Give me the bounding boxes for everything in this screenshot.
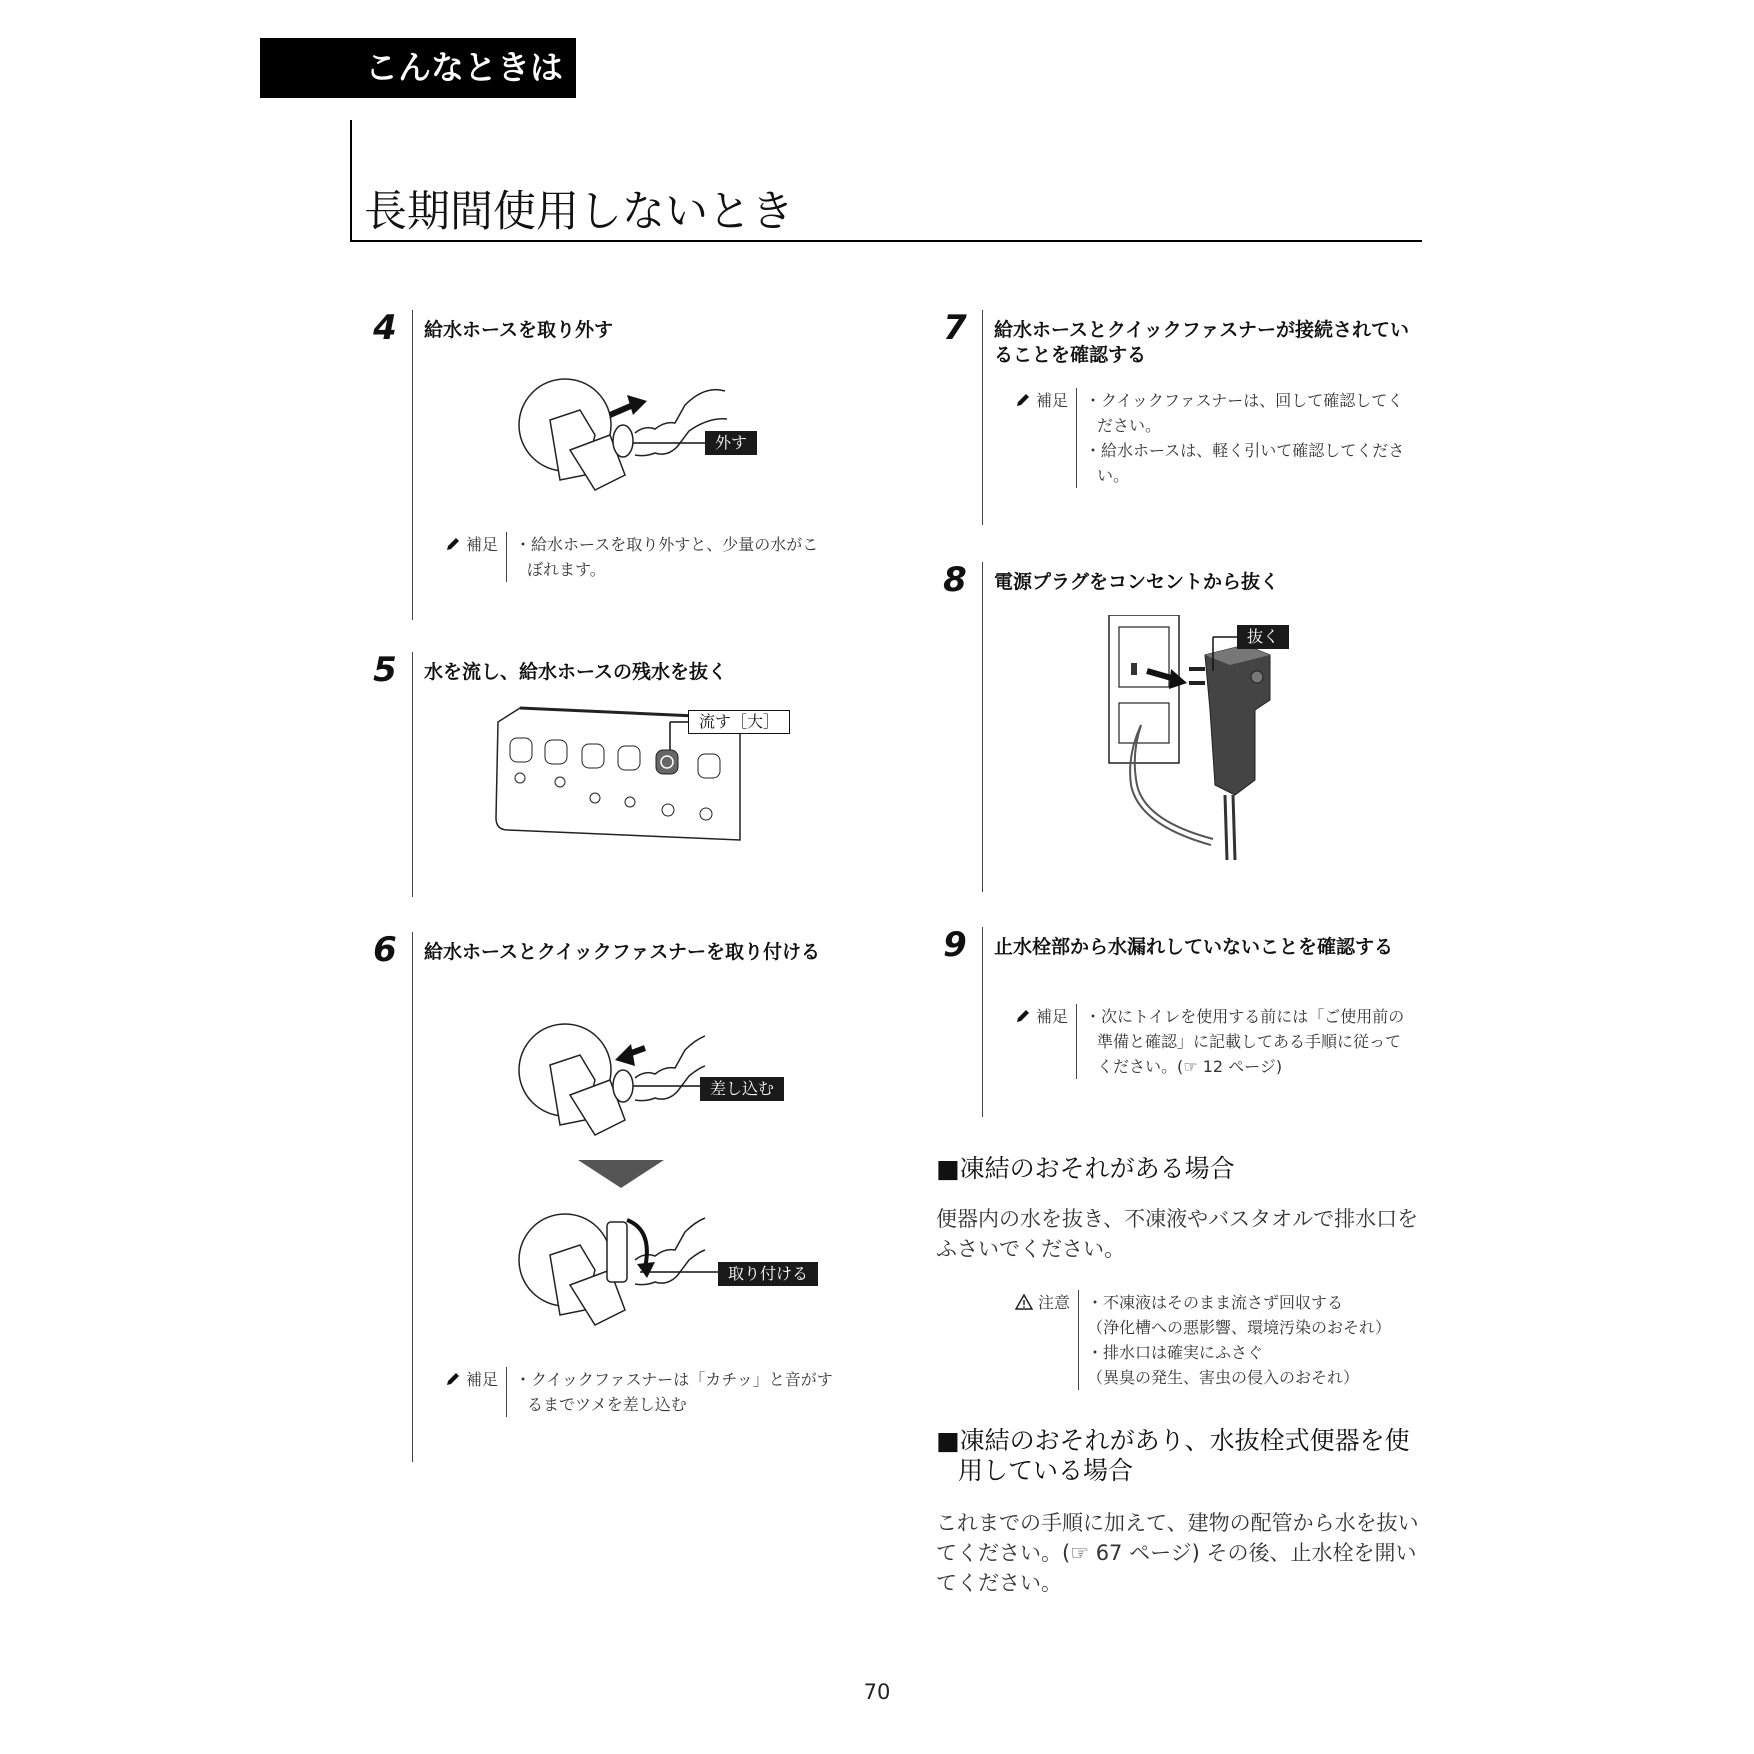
step-title: 水を流し、給水ホースの残水を抜く xyxy=(424,661,728,683)
step-rule xyxy=(982,562,983,892)
step-title: 電源プラグをコンセントから抜く xyxy=(994,571,1280,593)
warning-icon xyxy=(1015,1294,1033,1310)
callout-label: 取り付ける xyxy=(718,1262,818,1286)
step-rule xyxy=(412,932,413,1462)
step-number: 5 xyxy=(373,650,397,690)
step-number: 9 xyxy=(943,925,967,965)
supplement-note: 補足 ・給水ホースを取り外すと、少量の水がこぼれます。 xyxy=(445,532,825,582)
step-rule xyxy=(982,310,983,525)
step-number: 4 xyxy=(373,308,397,348)
hose-attach-illustration xyxy=(505,1210,725,1345)
step-title: 給水ホースとクイックファスナーを取り付ける xyxy=(424,941,820,963)
down-arrow-icon xyxy=(578,1160,664,1188)
supplement-note: 補足 ・クイックファスナーは「カチッ」と音がするまでツメを差し込む xyxy=(445,1367,840,1417)
hose-insert-illustration xyxy=(505,1020,705,1155)
step-title: 止水栓部から水漏れしていないことを確認する xyxy=(994,936,1394,958)
step-title: 給水ホースを取り外す xyxy=(424,319,614,341)
callout-label: 外す xyxy=(705,431,757,455)
pencil-icon xyxy=(1015,392,1031,408)
callout-label: 差し込む xyxy=(700,1077,784,1101)
step-number: 6 xyxy=(373,930,397,970)
freeze-heading: ■凍結のおそれがある場合 xyxy=(936,1154,1235,1183)
freeze-body: 便器内の水を抜き、不凍液やバスタオルで排水口をふさいでください。 xyxy=(936,1207,1419,1261)
page-title: 長期間使用しないとき xyxy=(364,187,794,237)
pencil-icon xyxy=(445,536,461,552)
supplement-note: 補足 ・次にトイレを使用する前には「ご使用前の準備と確認」に記載してある手順に従ってください。(☞ 12 ページ) xyxy=(1015,1004,1405,1079)
step-title: 給水ホースとクイックファスナーが接続されていることを確認する xyxy=(994,319,1409,366)
pencil-icon xyxy=(1015,1008,1031,1024)
step-rule xyxy=(982,927,983,1117)
supplement-note: 補足 ・クイックファスナーは、回して確認してください。 ・給水ホースは、軽く引いて確認してください。 xyxy=(1015,388,1405,488)
power-plug-illustration xyxy=(1105,615,1305,860)
callout-label: 流す［大］ xyxy=(688,710,790,734)
freeze-drain-body: これまでの手順に加えて、建物の配管から水を抜いてください。(☞ 67 ページ) その後、止水栓を開いてください。 xyxy=(936,1511,1419,1595)
pencil-icon xyxy=(445,1371,461,1387)
title-rule-vertical xyxy=(350,120,352,242)
step-rule xyxy=(412,652,413,897)
callout-label: 抜く xyxy=(1237,625,1289,649)
step-number: 8 xyxy=(943,560,967,600)
step-number: 7 xyxy=(943,308,967,348)
page-number: 70 xyxy=(863,1680,891,1704)
section-tab: こんなときは xyxy=(260,38,576,98)
freeze-drain-heading: ■凍結のおそれがあり、水抜栓式便器を使用している場合 xyxy=(936,1426,1410,1485)
title-rule-horizontal xyxy=(350,240,1422,242)
step-rule xyxy=(412,310,413,620)
caution-note: 注意 ・不凍液はそのまま流さず回収する （浄化槽への悪影響、環境汚染のおそれ） ・排水口は確実にふさぐ （異臭の発生、害虫の侵入のおそれ） xyxy=(1015,1290,1415,1390)
